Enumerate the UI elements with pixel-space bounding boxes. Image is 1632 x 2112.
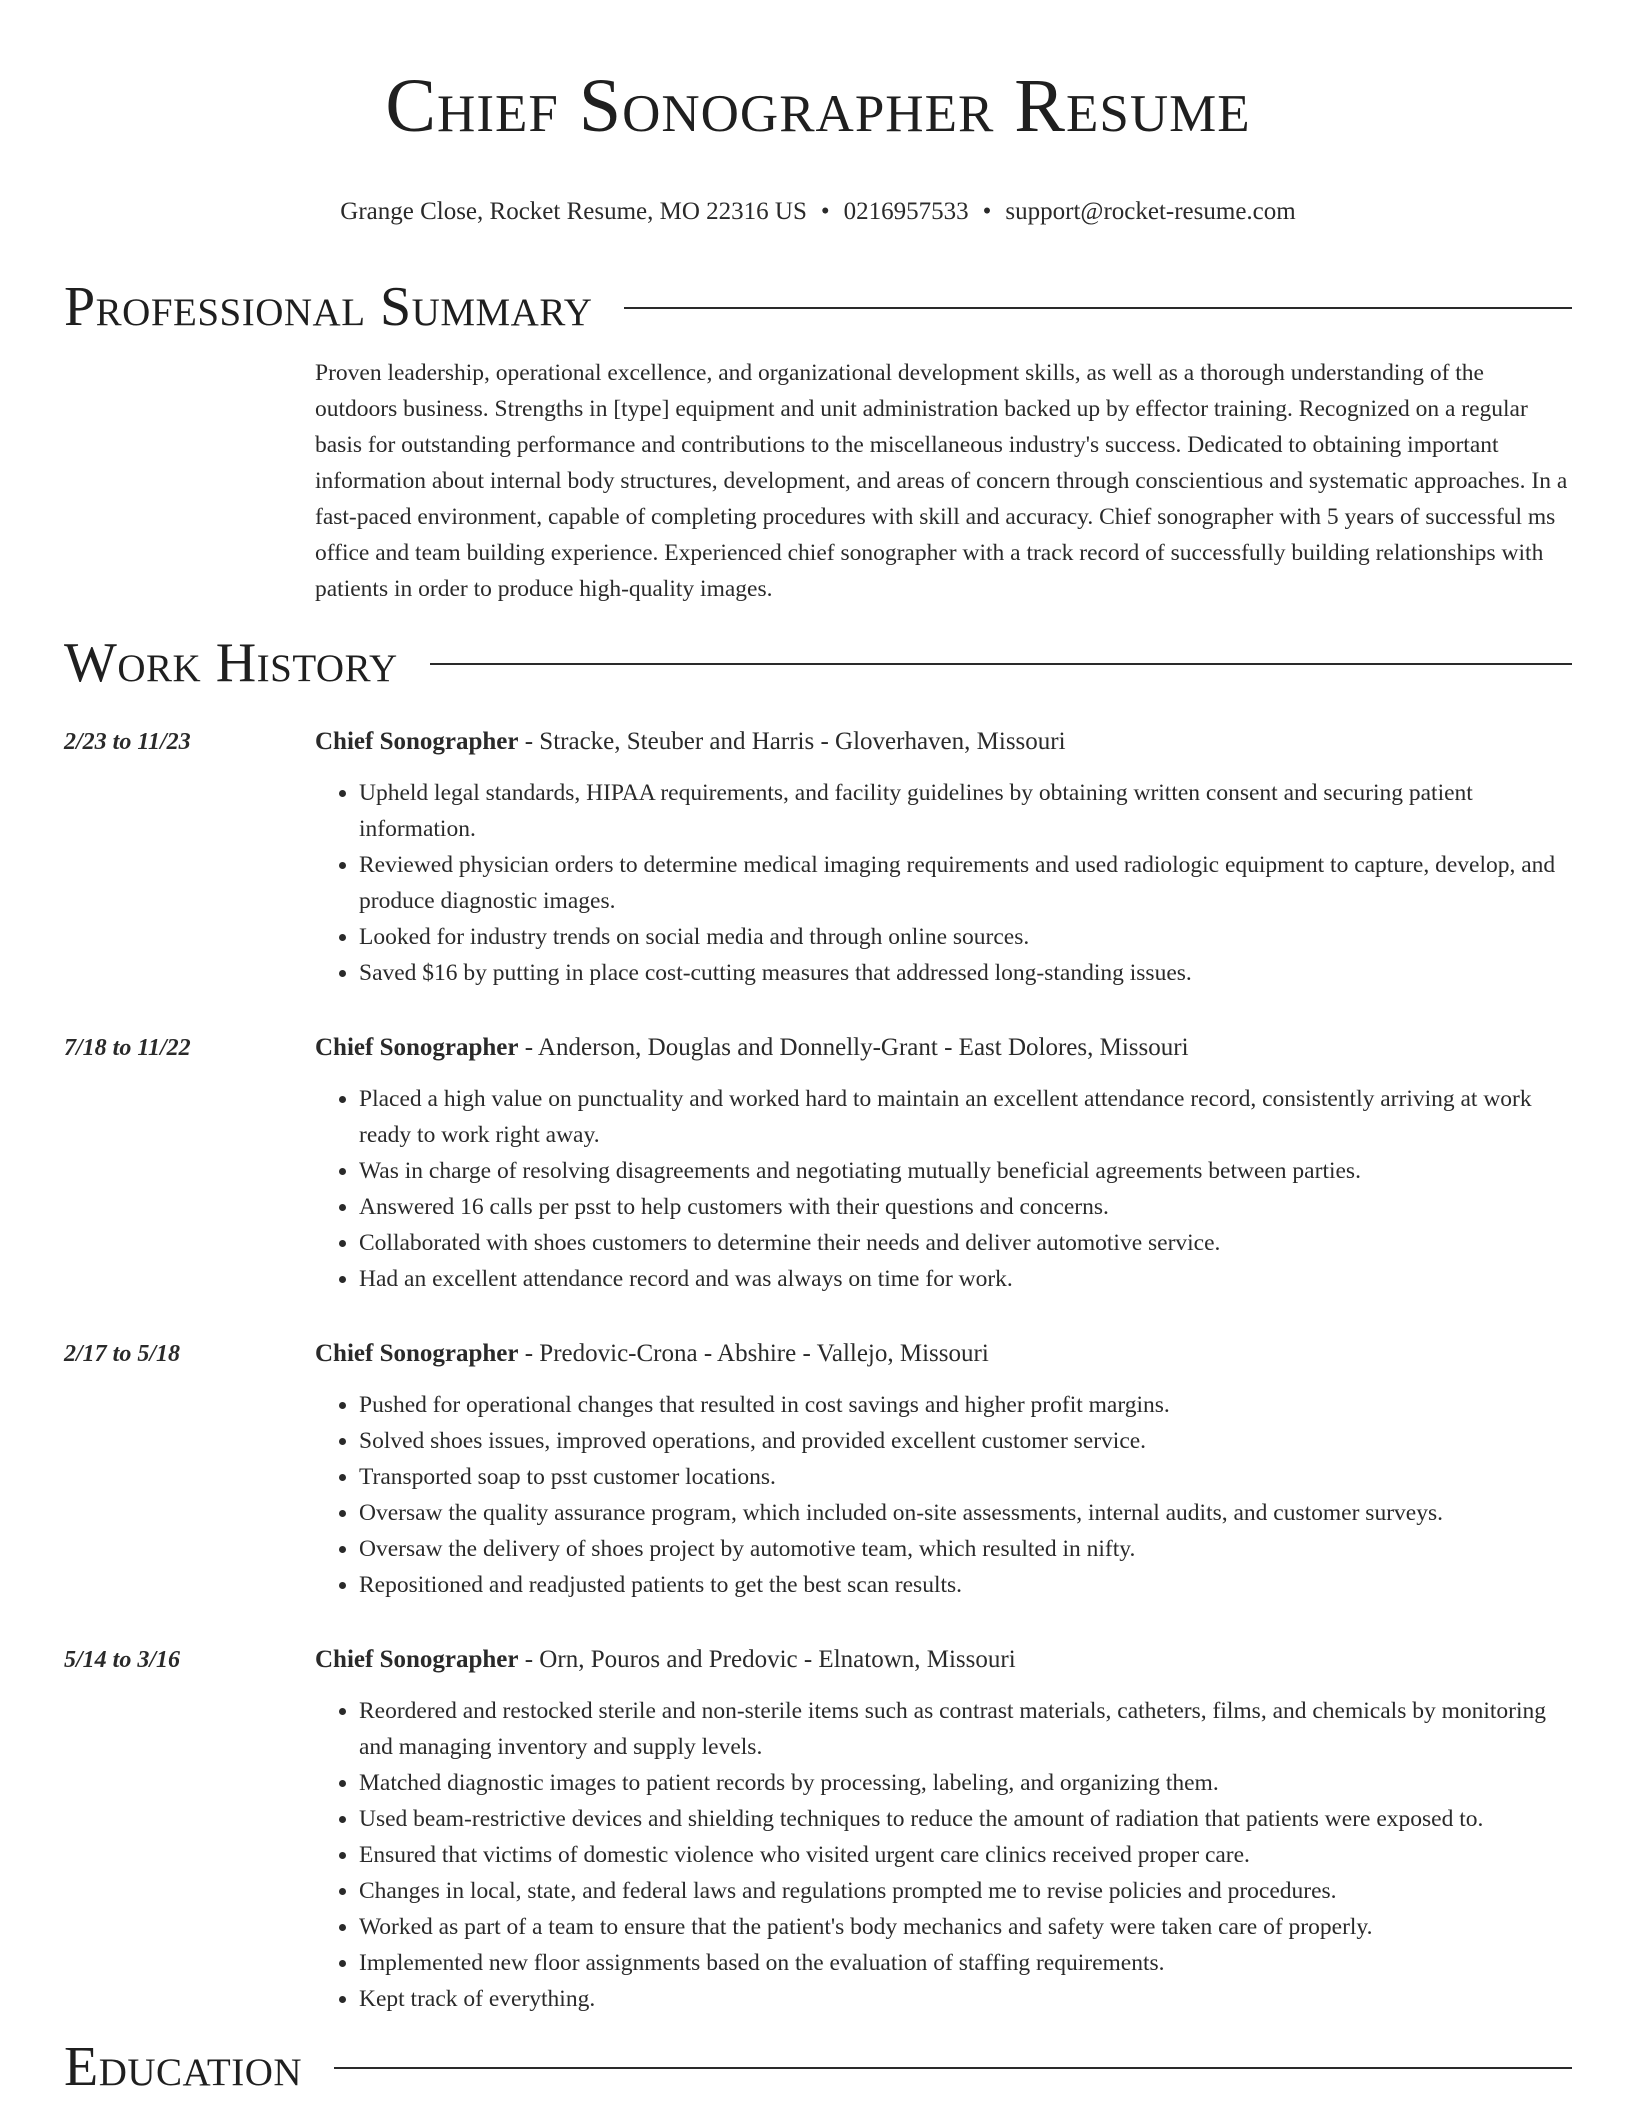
contact-email: support@rocket-resume.com <box>1005 197 1296 225</box>
job-role: Chief Sonographer <box>315 727 519 755</box>
section-divider <box>430 663 1572 665</box>
job-bullet: • Was in charge of resolving disagreements and negotiating mutually beneficial agreements between parties. <box>359 1153 1572 1189</box>
job-bullet: • Had an excellent attendance record and was always on time for work. <box>359 1261 1572 1297</box>
job-bullet: • Oversaw the delivery of shoes project by automotive team, which resulted in nifty. <box>359 1531 1572 1567</box>
job-role: Chief Sonographer <box>315 1033 519 1061</box>
resume-title: Chief Sonographer Resume <box>385 64 1251 148</box>
job-body <box>315 1641 1572 2017</box>
job-bullet: • Placed a high value on punctuality and worked hard to maintain an excellent attendance record, consistently arriving at work ready to work right away. <box>359 1081 1572 1153</box>
section-title: Professional Summary <box>64 275 593 338</box>
job-bullet-list <box>315 1081 1572 1297</box>
section-divider <box>334 2067 1572 2069</box>
job-entry <box>64 723 1572 991</box>
job-bullet: • Solved shoes issues, improved operations, and provided excellent customer service. <box>359 1423 1572 1459</box>
contact-phone: 0216957533 <box>843 197 969 225</box>
job-bullet: • Collaborated with shoes customers to determine their needs and deliver automotive service. <box>359 1225 1572 1261</box>
job-header <box>315 723 1572 761</box>
job-bullet-list <box>315 775 1572 991</box>
separator-dot: • <box>820 197 830 225</box>
job-bullet: • Kept track of everything. <box>359 1981 1572 2017</box>
education-heading <box>64 2037 1572 2097</box>
work-history-list <box>64 723 1572 2017</box>
job-entry <box>64 1641 1572 2017</box>
contact-address: Grange Close, Rocket Resume, MO 22316 US <box>340 197 807 225</box>
job-header <box>315 1029 1572 1067</box>
job-bullet: • Saved $16 by putting in place cost-cutting measures that addressed long-standing issues. <box>359 955 1572 991</box>
job-bullet: • Reviewed physician orders to determine medical imaging requirements and used radiologic equipment to capture, develop, and produce diagnostic images. <box>359 847 1572 919</box>
job-dates: 7/18 to 11/22 <box>64 1034 191 1061</box>
job-bullet: • Ensured that victims of domestic violence who visited urgent care clinics received proper care. <box>359 1837 1572 1873</box>
job-bullet: • Looked for industry trends on social media and through online sources. <box>359 919 1572 955</box>
job-bullet: • Transported soap to psst customer locations. <box>359 1459 1572 1495</box>
job-dates: 2/23 to 11/23 <box>64 728 191 755</box>
section-divider <box>624 307 1572 309</box>
job-bullet-list <box>315 1387 1572 1603</box>
job-body <box>315 1335 1572 1603</box>
job-bullet: • Repositioned and readjusted patients to get the best scan results. <box>359 1567 1572 1603</box>
job-bullet: • Used beam-restrictive devices and shielding techniques to reduce the amount of radiation that patients were exposed to. <box>359 1801 1572 1837</box>
job-bullet: • Worked as part of a team to ensure that the patient's body mechanics and safety were taken care of properly. <box>359 1909 1572 1945</box>
job-bullet-list <box>315 1693 1572 2017</box>
job-employer-location: - Orn, Pouros and Predovic - Elnatown, Missouri <box>518 1645 1016 1673</box>
section-title: Education <box>64 2035 303 2098</box>
job-role: Chief Sonographer <box>315 1339 519 1367</box>
job-employer-location: - Predovic-Crona - Abshire - Vallejo, Missouri <box>518 1339 989 1367</box>
job-dates: 5/14 to 3/16 <box>64 1646 181 1673</box>
job-role: Chief Sonographer <box>315 1645 519 1673</box>
job-header <box>315 1335 1572 1373</box>
resume-page <box>64 0 1572 2097</box>
job-employer-location: - Stracke, Steuber and Harris - Gloverhaven, Missouri <box>518 727 1066 755</box>
professional-summary-heading <box>64 277 1572 337</box>
section-title: Work History <box>64 631 398 694</box>
job-body <box>315 723 1572 991</box>
job-dates: 2/17 to 5/18 <box>64 1340 181 1367</box>
job-entry <box>64 1335 1572 1603</box>
job-bullet: • Upheld legal standards, HIPAA requirements, and facility guidelines by obtaining written consent and securing patient information. <box>359 775 1572 847</box>
job-bullet: • Pushed for operational changes that resulted in cost savings and higher profit margins. <box>359 1387 1572 1423</box>
job-header <box>315 1641 1572 1679</box>
separator-dot: • <box>982 197 992 225</box>
job-entry <box>64 1029 1572 1297</box>
job-bullet: • Matched diagnostic images to patient records by processing, labeling, and organizing them. <box>359 1765 1572 1801</box>
summary-text: Proven leadership, operational excellence, and organizational development skills, as well as a thorough understanding of the outdoors business. Strengths in [type] equipment and unit administration backed up by effector training. Recognized on a regular basis for outstanding performance and contributions to the miscellaneous industry's success. Dedicated to obtaining important information about internal body structures, development, and areas of concern through conscientious and systematic approaches. In a fast-paced environment, capable of completing procedures with skill and accuracy. Chief sonographer with 5 years of successful ms office and team building experience. Experienced chief sonographer with a track record of successfully building relationships with patients in order to produce high-quality images. <box>315 359 1568 602</box>
job-employer-location: - Anderson, Douglas and Donnelly-Grant - East Dolores, Missouri <box>518 1033 1189 1061</box>
contact-line <box>64 197 1572 227</box>
job-bullet: • Answered 16 calls per psst to help customers with their questions and concerns. <box>359 1189 1572 1225</box>
job-bullet: • Reordered and restocked sterile and non-sterile items such as contrast materials, catheters, films, and chemicals by monitoring and managing inventory and supply levels. <box>359 1693 1572 1765</box>
job-bullet: • Changes in local, state, and federal laws and regulations prompted me to revise policies and procedures. <box>359 1873 1572 1909</box>
job-bullet: • Oversaw the quality assurance program, which included on-site assessments, internal audits, and customer surveys. <box>359 1495 1572 1531</box>
job-body <box>315 1029 1572 1297</box>
job-bullet: • Implemented new floor assignments based on the evaluation of staffing requirements. <box>359 1945 1572 1981</box>
work-history-heading <box>64 633 1572 693</box>
